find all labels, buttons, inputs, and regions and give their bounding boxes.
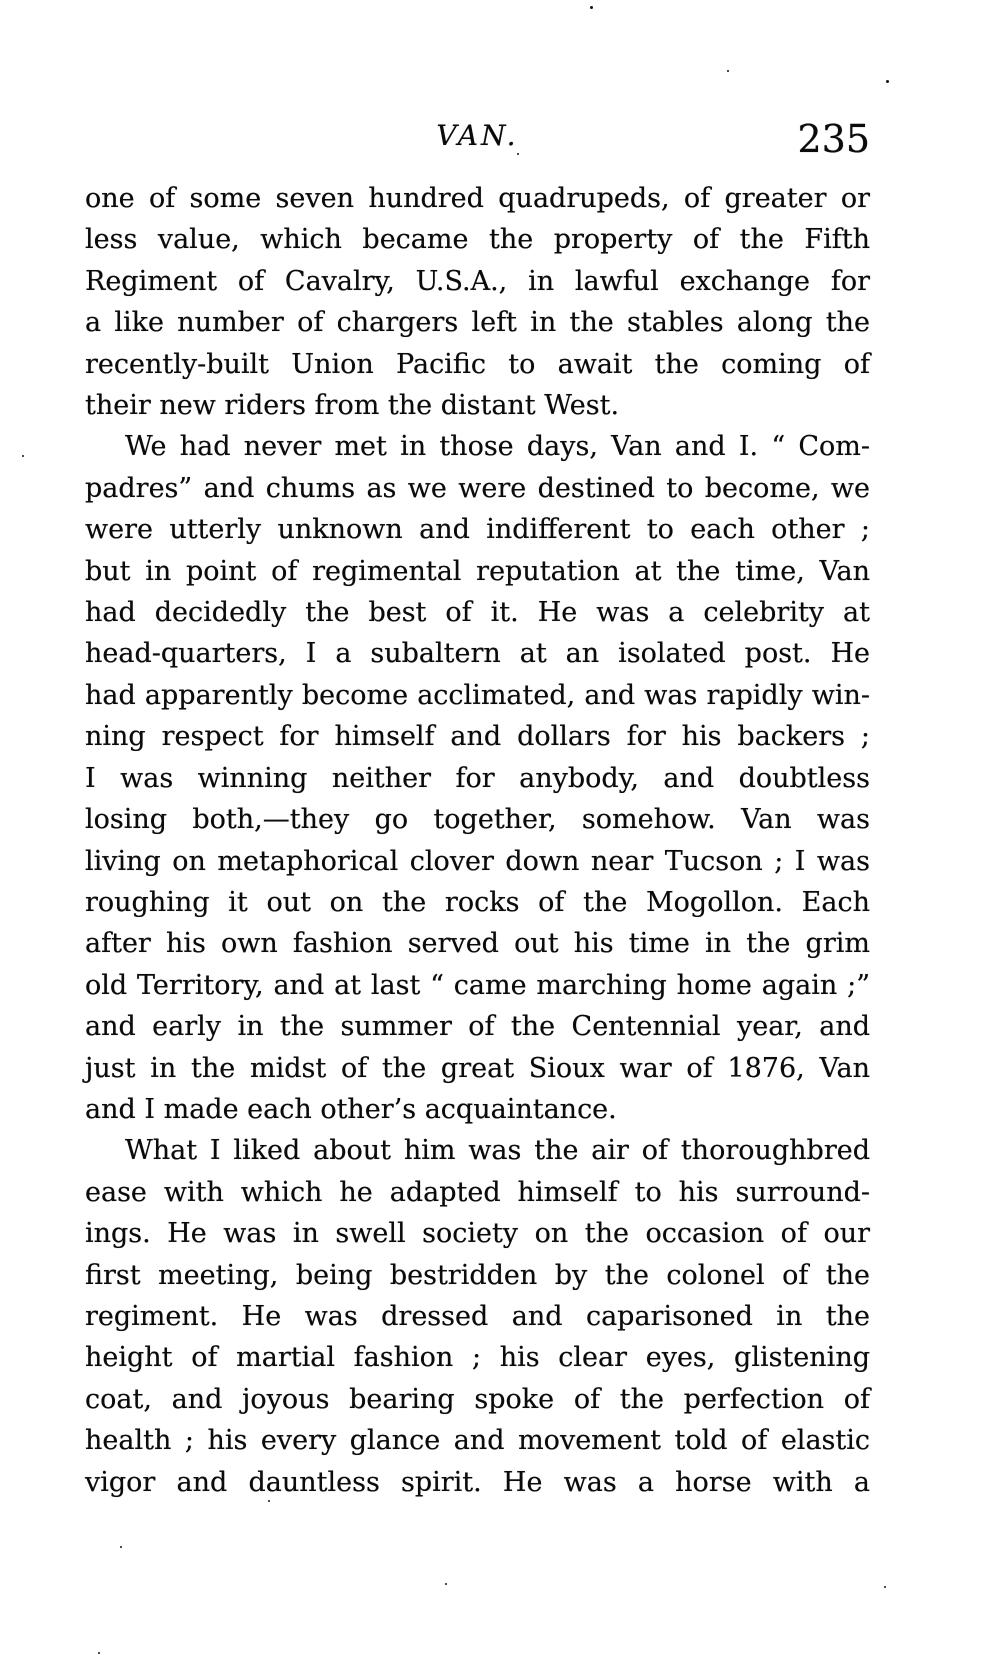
text-line: and early in the summer of the Centennial year, and — [85, 1011, 870, 1043]
text-line: What I liked about him was the air of thoroughbred — [125, 1135, 870, 1167]
scan-speck — [517, 153, 519, 155]
page-number: 235 — [797, 117, 870, 161]
text-line: were utterly unknown and indifferent to each other ; — [85, 514, 870, 546]
text-line: head-quarters, I a subaltern at an isolated post. He — [85, 638, 870, 670]
text-line: vigor and dauntless spirit. He was a horse with a — [85, 1466, 870, 1498]
scan-speck — [268, 1500, 270, 1502]
text-line: We had never met in those days, Van and I. “ Com- — [125, 431, 870, 463]
text-line: living on metaphorical clover down near Tucson ; I was — [85, 845, 870, 877]
text-line: but in point of regimental reputation at the time, Van — [85, 555, 870, 587]
scan-speck — [98, 1652, 100, 1654]
page-text — [85, 178, 870, 1503]
page-header — [85, 0, 870, 160]
scan-speck — [886, 80, 889, 83]
text-line: coat, and joyous bearing spoke of the perfection of — [85, 1383, 870, 1415]
text-line: regiment. He was dressed and caparisoned in the — [85, 1300, 870, 1332]
text-line: ning respect for himself and dollars for his backers ; — [85, 721, 870, 753]
text-line: and I made each other’s acquaintance. — [85, 1093, 617, 1125]
text-line: their new riders from the distant West. — [85, 390, 620, 422]
text-line: losing both,—they go together, somehow. Van was — [85, 804, 870, 836]
scan-speck — [884, 1586, 886, 1588]
text-line: ease with which he adapted himself to his surround- — [85, 1176, 870, 1208]
text-line: just in the midst of the great Sioux war of 1876, Van — [85, 1052, 870, 1084]
scan-speck — [120, 1546, 122, 1548]
text-line: had decidedly the best of it. He was a celebrity at — [85, 597, 870, 629]
scan-speck — [445, 1583, 447, 1585]
text-line: old Territory, and at last “ came marching home again ;” — [85, 969, 870, 1001]
scan-speck — [727, 70, 729, 72]
text-line: roughing it out on the rocks of the Mogollon. Each — [85, 886, 870, 918]
text-line: had apparently become acclimated, and was rapidly win- — [85, 679, 870, 711]
running-title: VAN. — [436, 119, 519, 152]
text-line: one of some seven hundred quadrupeds, of greater or — [85, 183, 870, 214]
text-line: less value, which became the property of the Fifth — [85, 224, 870, 256]
text-line: a like number of chargers left in the stables along the — [85, 307, 870, 339]
text-line: height of martial fashion ; his clear eyes, glistening — [85, 1342, 870, 1374]
text-line: Regiment of Cavalry, U.S.A., in lawful exchange for — [85, 265, 870, 297]
text-line: I was winning neither for anybody, and doubtless — [85, 762, 870, 794]
scan-speck — [22, 455, 24, 457]
text-line: padres” and chums as we were destined to become, we — [85, 472, 870, 504]
text-line: after his own fashion served out his time in the grim — [85, 928, 870, 960]
scan-speck — [590, 6, 593, 9]
text-line: ings. He was in swell society on the occasion of our — [85, 1218, 870, 1250]
text-line: health ; his every glance and movement told of elastic — [85, 1425, 870, 1457]
text-line: first meeting, being bestridden by the colonel of the — [85, 1259, 870, 1291]
text-line: recently-built Union Pacific to await the coming of — [85, 348, 870, 380]
